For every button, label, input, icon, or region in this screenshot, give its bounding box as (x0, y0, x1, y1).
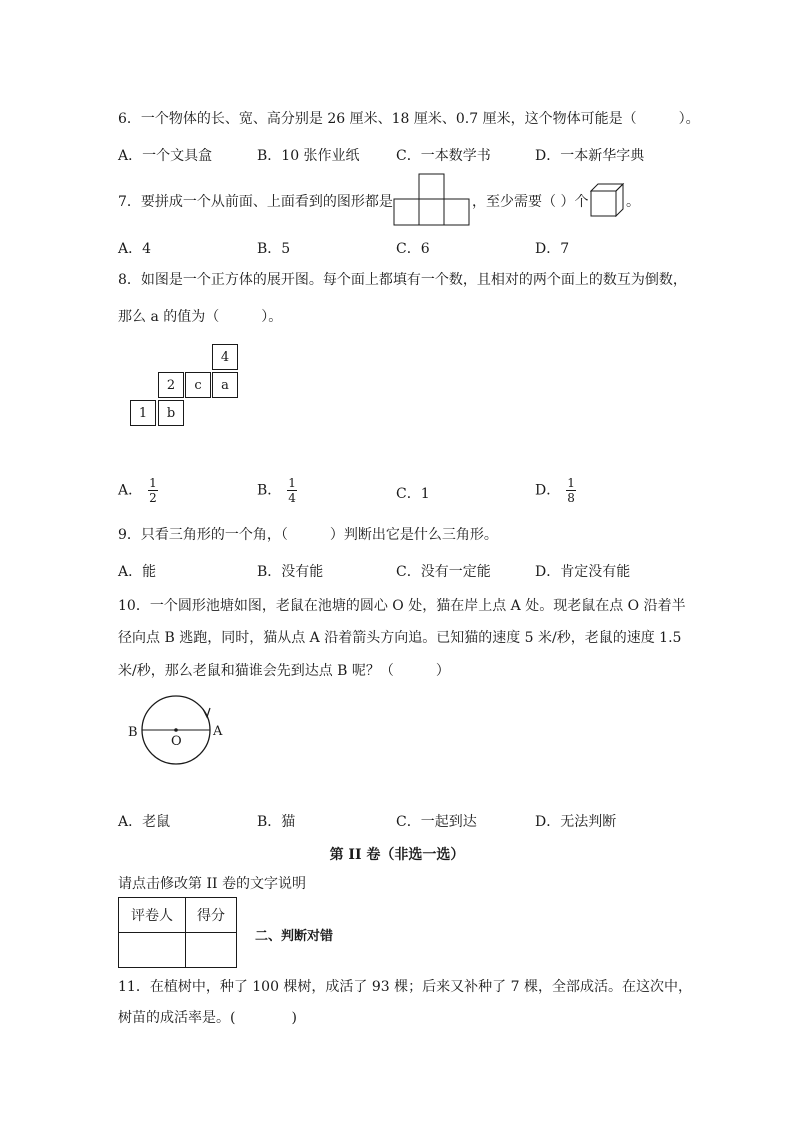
grader-cell[interactable] (119, 933, 186, 968)
q10-line3: 米/秒，那么老鼠和猫谁会先到达点 B 呢？（ ） (118, 663, 450, 679)
q7-option-a: A．4 (118, 241, 152, 257)
net-cell: 4 (212, 344, 238, 370)
numerator: 1 (149, 476, 157, 490)
fraction (566, 476, 576, 505)
q6-option-d: D．一本新华字典 (535, 148, 645, 164)
q7-option-d: D．7 (535, 241, 570, 257)
part-title: 二、判断对错 (255, 929, 334, 944)
net-cell: 2 (158, 372, 184, 398)
q9-option-d: D．肯定没有能 (535, 564, 631, 580)
q7-view-figure (393, 173, 471, 227)
q7-text-end: 。 (626, 194, 640, 210)
q11-line2: 树苗的成活率是。( ) (118, 1010, 297, 1026)
q8-option-c: C．1 (396, 486, 430, 502)
q10-line1: 10．一个圆形池塘如图，老鼠在池塘的圆心 O 处，猫在岸上点 A 处。现老鼠在点 O 沿着半 (118, 598, 686, 614)
denominator: 4 (288, 491, 296, 505)
cube-icon (590, 183, 626, 217)
numerator: 1 (567, 476, 575, 490)
q11-line1: 11．在植树中，种了 100 棵树，成活了 93 棵；后来又补种了 7 棵，全部成活。在这次中， (118, 979, 692, 995)
q9-option-c: C．没有一定能 (396, 564, 491, 580)
q7-text-middle: ，至少需要（ ）个 (472, 194, 589, 210)
q10-line2: 径向点 B 逃跑，同时，猫从点 A 沿着箭头方向追。已知猫的速度 5 米/秒，老鼠的速度 1.5 (118, 630, 682, 646)
section-note: 请点击修改第 II 卷的文字说明 (118, 876, 306, 892)
grader-header: 评卷人 (119, 898, 186, 933)
q8-option-d (535, 476, 576, 505)
option-label: A． (118, 482, 143, 499)
option-label: B． (257, 482, 282, 499)
q8-option-a (118, 476, 158, 505)
score-cell[interactable] (186, 933, 237, 968)
q8-line2: 那么 a 的值为（ ）。 (118, 309, 283, 325)
q10-option-a: A．老鼠 (118, 814, 171, 830)
fraction (287, 476, 297, 505)
option-label: D． (535, 482, 561, 499)
q9-option-a: A．能 (118, 564, 157, 580)
q6-text: 6．一个物体的长、宽、高分别是 26 厘米、18 厘米、0.7 厘米，这个物体可能是（ ）。 (118, 111, 700, 127)
q6-option-b: B．10 张作业纸 (257, 148, 360, 164)
q8-option-b (257, 476, 297, 505)
q6-option-c: C．一本数学书 (396, 148, 491, 164)
q9-option-b: B．没有能 (257, 564, 324, 580)
denominator: 8 (567, 491, 575, 505)
q7-option-c: C．6 (396, 241, 430, 257)
score-header: 得分 (186, 898, 237, 933)
q10-option-c: C．一起到达 (396, 814, 477, 830)
denominator: 2 (149, 491, 157, 505)
q10-option-d: D．无法判断 (535, 814, 617, 830)
point-o-label: O (171, 734, 182, 749)
point-a-label: A (213, 724, 223, 739)
q8-line1: 8．如图是一个正方体的展开图。每个面上都填有一个数，且相对的两个面上的数互为倒数， (118, 272, 687, 288)
q7-option-b: B．5 (257, 241, 291, 257)
q7-text-before: 7．要拼成一个从前面、上面看到的图形都是 (118, 194, 393, 210)
q6-option-a: A．一个文具盒 (118, 148, 213, 164)
q9-text: 9．只看三角形的一个角，（ ）判断出它是什么三角形。 (118, 527, 498, 543)
fraction (148, 476, 158, 505)
numerator: 1 (288, 476, 296, 490)
section-title: 第 II 卷（非选一选） (329, 847, 465, 863)
point-b-label: B (128, 725, 138, 740)
net-cell: c (185, 372, 211, 398)
q10-option-b: B．猫 (257, 814, 296, 830)
net-cell: 1 (130, 400, 156, 426)
score-table (118, 897, 237, 968)
cube-net-figure (130, 344, 242, 428)
net-cell: b (158, 400, 184, 426)
pond-circle-figure (124, 694, 236, 768)
net-cell: a (212, 372, 238, 398)
